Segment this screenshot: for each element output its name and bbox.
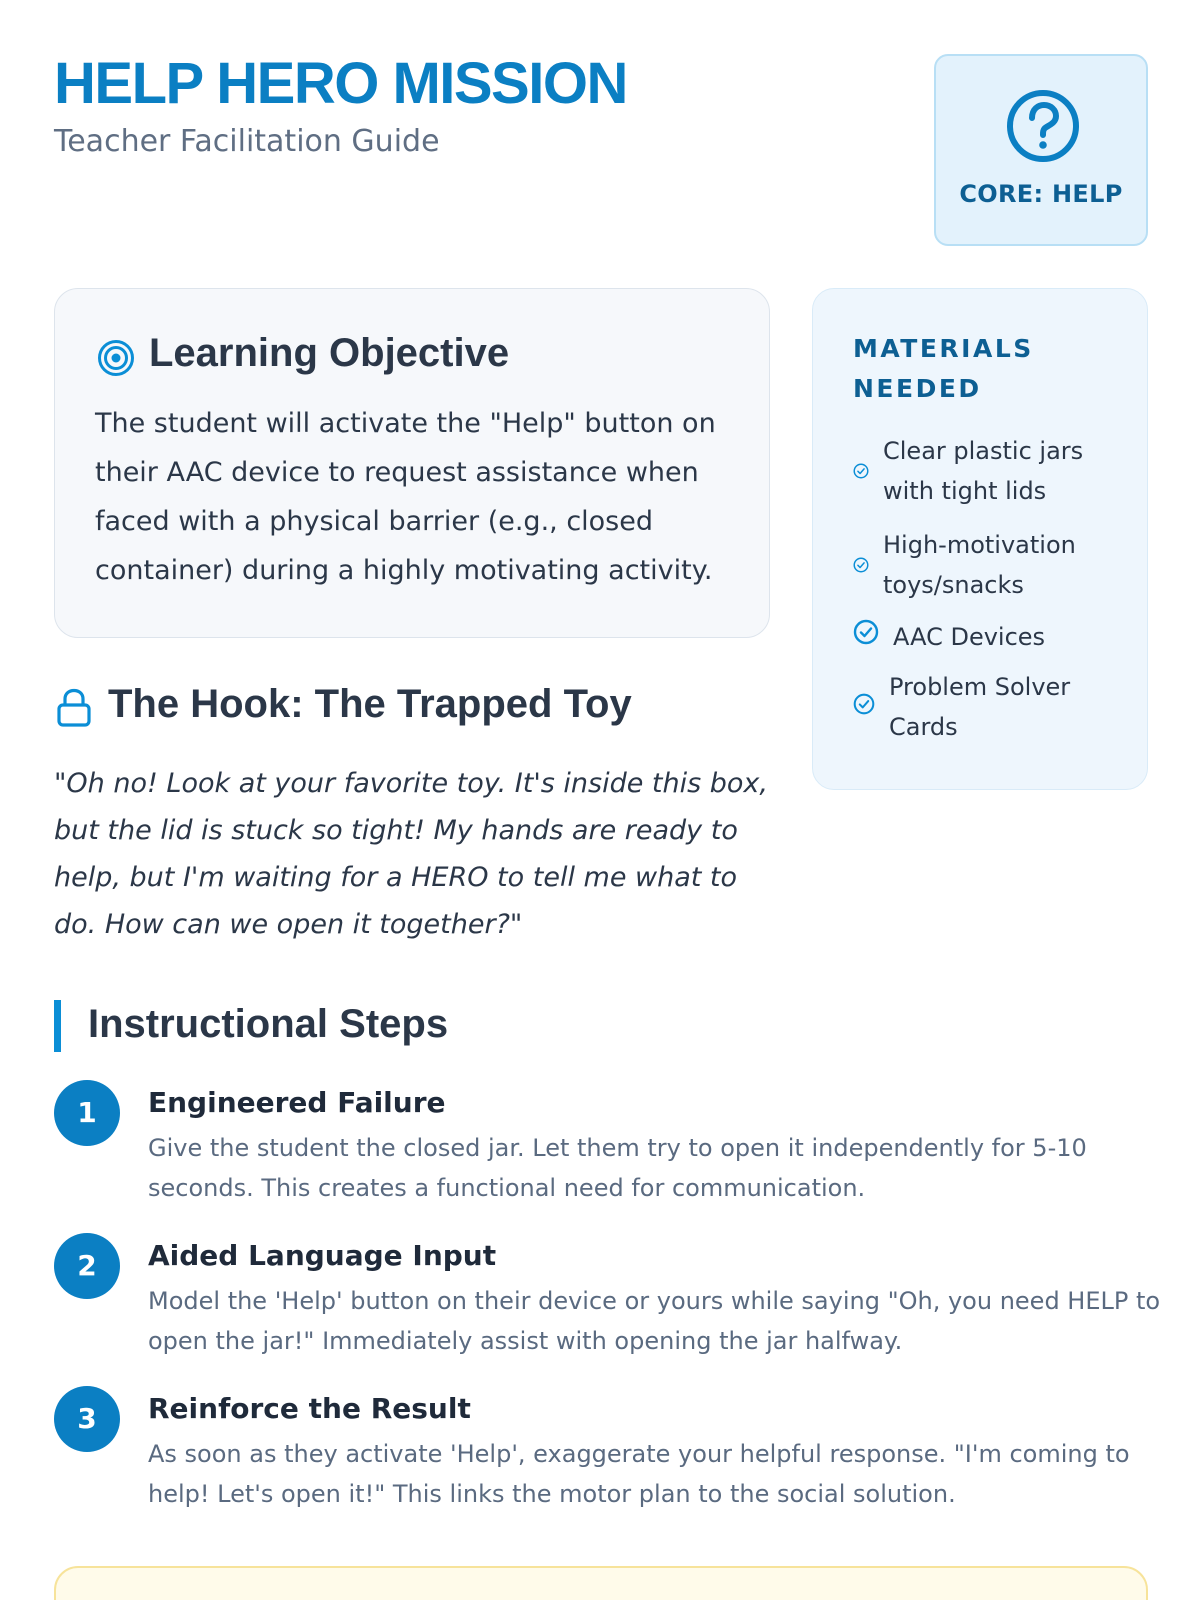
step-title: Aided Language Input bbox=[148, 1239, 497, 1272]
learning-objective-title: Learning Objective bbox=[149, 331, 510, 375]
materials-item-label: Problem Solver Cards bbox=[889, 673, 1071, 741]
materials-list-item bbox=[853, 525, 1103, 605]
check-circle-icon bbox=[853, 451, 869, 491]
materials-item-label: Clear plastic jars with tight lids bbox=[883, 437, 1084, 505]
question-circle-icon bbox=[1005, 88, 1081, 168]
check-circle-icon bbox=[853, 617, 879, 657]
materials-title: MATERIALS NEEDED bbox=[853, 334, 1034, 403]
step-description: Give the student the closed jar. Let them try to open it independently for 5-10 seconds. This creates a functional need for communication. bbox=[148, 1134, 1087, 1202]
page-title: HELP HERO MISSION bbox=[54, 51, 627, 116]
hook-title: The Hook: The Trapped Toy bbox=[108, 682, 632, 726]
step-description: As soon as they activate 'Help', exaggerate your helpful response. "I'm coming to help! Let's open it!" This links the motor plan to the social solution. bbox=[148, 1440, 1130, 1508]
section-accent-bar bbox=[54, 1000, 61, 1052]
materials-list-item bbox=[853, 617, 1113, 657]
step-title: Reinforce the Result bbox=[148, 1392, 471, 1425]
step-number-badge: 3 bbox=[54, 1386, 120, 1452]
materials-list-item bbox=[853, 667, 1089, 747]
learning-objective-card bbox=[54, 288, 770, 638]
materials-list-item bbox=[853, 431, 1103, 511]
check-circle-icon bbox=[853, 687, 875, 727]
page-subtitle: Teacher Facilitation Guide bbox=[54, 124, 440, 159]
step-number-badge: 2 bbox=[54, 1233, 120, 1299]
materials-item-label: High-motivation toys/snacks bbox=[883, 531, 1076, 599]
materials-card bbox=[812, 288, 1148, 790]
core-word-badge bbox=[934, 54, 1148, 246]
step-description: Model the 'Help' button on their device or yours while saying "Oh, you need HELP to open the jar!" Immediately assist with opening the jar halfway. bbox=[148, 1287, 1161, 1355]
materials-item-label: AAC Devices bbox=[893, 623, 1046, 651]
learning-objective-text: The student will activate the "Help" button on their AAC device to request assistance when faced with a physical barrier (e.g., closed container) during a highly motivating activity. bbox=[95, 408, 716, 586]
lock-icon bbox=[56, 688, 92, 732]
instructional-steps-title: Instructional Steps bbox=[88, 1002, 449, 1046]
tip-card bbox=[54, 1566, 1148, 1600]
target-icon bbox=[97, 339, 135, 381]
check-circle-icon bbox=[853, 545, 869, 585]
hook-quote: "Oh no! Look at your favorite toy. It's inside this box, but the lid is stuck so tight! My hands are ready to help, but I'm waiting for a HERO to tell me what to do. How can we open it together?" bbox=[54, 768, 768, 940]
step-title: Engineered Failure bbox=[148, 1086, 446, 1119]
core-word-label: CORE: HELP bbox=[959, 180, 1123, 208]
step-number-badge: 1 bbox=[54, 1080, 120, 1146]
